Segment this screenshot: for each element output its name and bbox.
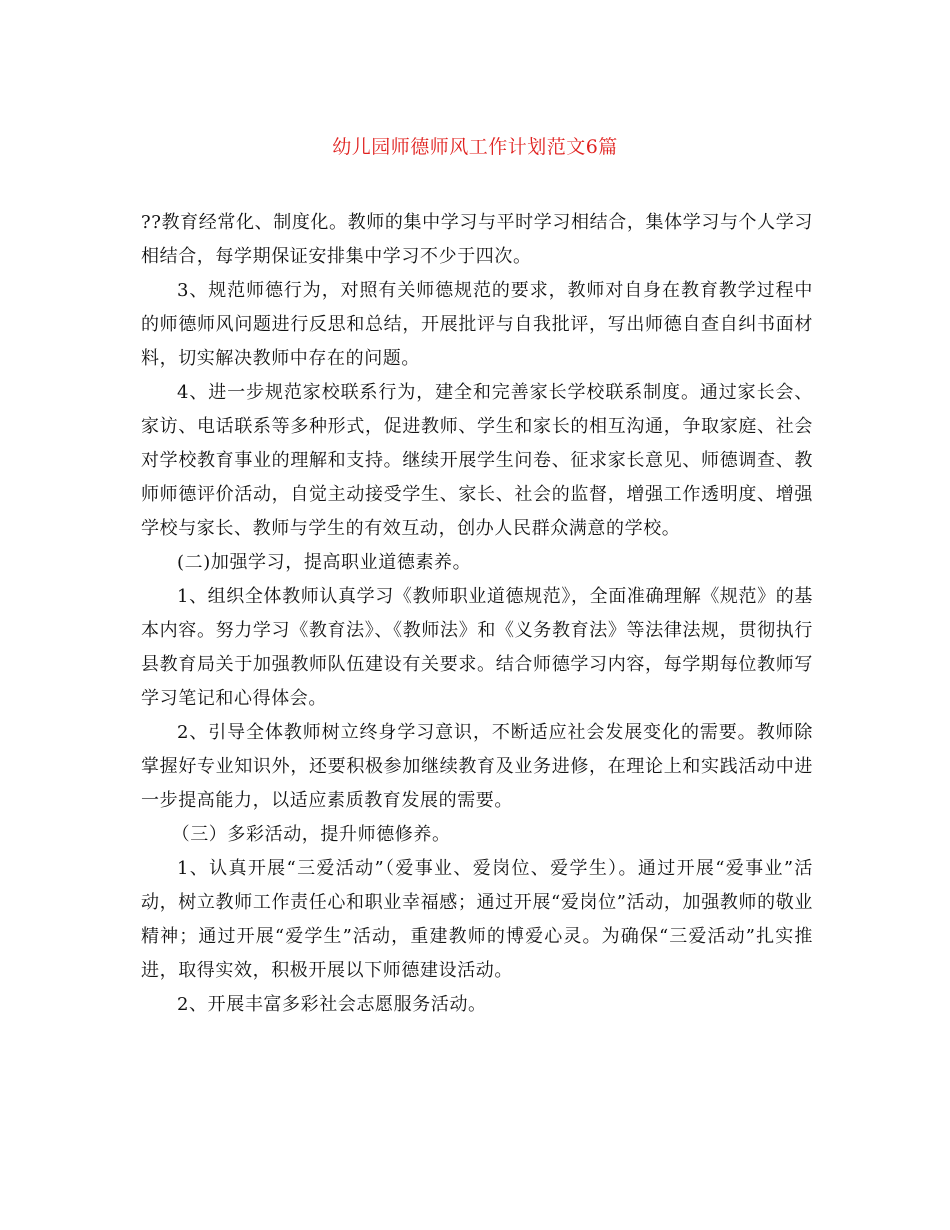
paragraph-item-3: 3、规范师德行为，对照有关师德规范的要求，教师对自身在教育教学过程中的师德师风问题进行反思和总结，开展批评与自我批评，写出师德自查自纠书面材料，切实解决教师中存在的问题。 xyxy=(141,280,813,369)
document-body xyxy=(141,206,813,1022)
paragraph-activity-1: 1、认真开展“三爱活动”（爱事业、爱岗位、爱学生）。通过开展“爱事业”活动，树立教师工作责任心和职业幸福感；通过开展“爱岗位”活动，加强教师的敬业精神；通过开展“爱学生”活动，重建教师的博爱心灵。为确保“三爱活动”扎实推进，取得实效，积极开展以下师德建设活动。 xyxy=(141,858,813,981)
section-heading-3: （三）多彩活动，提升师德修养。 xyxy=(171,824,451,845)
paragraph-study-2: 2、引导全体教师树立终身学习意识，不断适应社会发展变化的需要。教师除掌握好专业知识外，还要积极参加继续教育及业务进修，在理论上和实践活动中进一步提高能力，以适应素质教育发展的需要。 xyxy=(141,722,813,811)
paragraph-item-4: 4、进一步规范家校联系行为，建全和完善家长学校联系制度。通过家长会、家访、电话联系等多种形式，促进教师、学生和家长的相互沟通，争取家庭、社会对学校教育事业的理解和支持。继续开展学生问卷、征求家长意见、师德调查、教师师德评价活动，自觉主动接受学生、家长、社会的监督，增强工作透明度、增强学校与家长、教师与学生的有效互动，创办人民群众满意的学校。 xyxy=(141,382,813,539)
document-title: 幼儿园师德师风工作计划范文6篇 xyxy=(332,136,618,158)
paragraph-continuation: ??教育经常化、制度化。教师的集中学习与平时学习相结合，集体学习与个人学习相结合，每学期保证安排集中学习不少于四次。 xyxy=(141,212,813,267)
section-heading-2: (二)加强学习，提高职业道德素养。 xyxy=(177,552,472,573)
paragraph-study-1: 1、组织全体教师认真学习《教师职业道德规范》，全面准确理解《规范》的基本内容。努力学习《教育法》、《教师法》和《义务教育法》等法律法规，贯彻执行县教育局关于加强教师队伍建设有关要求。结合师德学习内容，每学期每位教师写学习笔记和心得体会。 xyxy=(141,586,813,709)
paragraph-activity-2: 2、开展丰富多彩社会志愿服务活动。 xyxy=(177,994,487,1015)
